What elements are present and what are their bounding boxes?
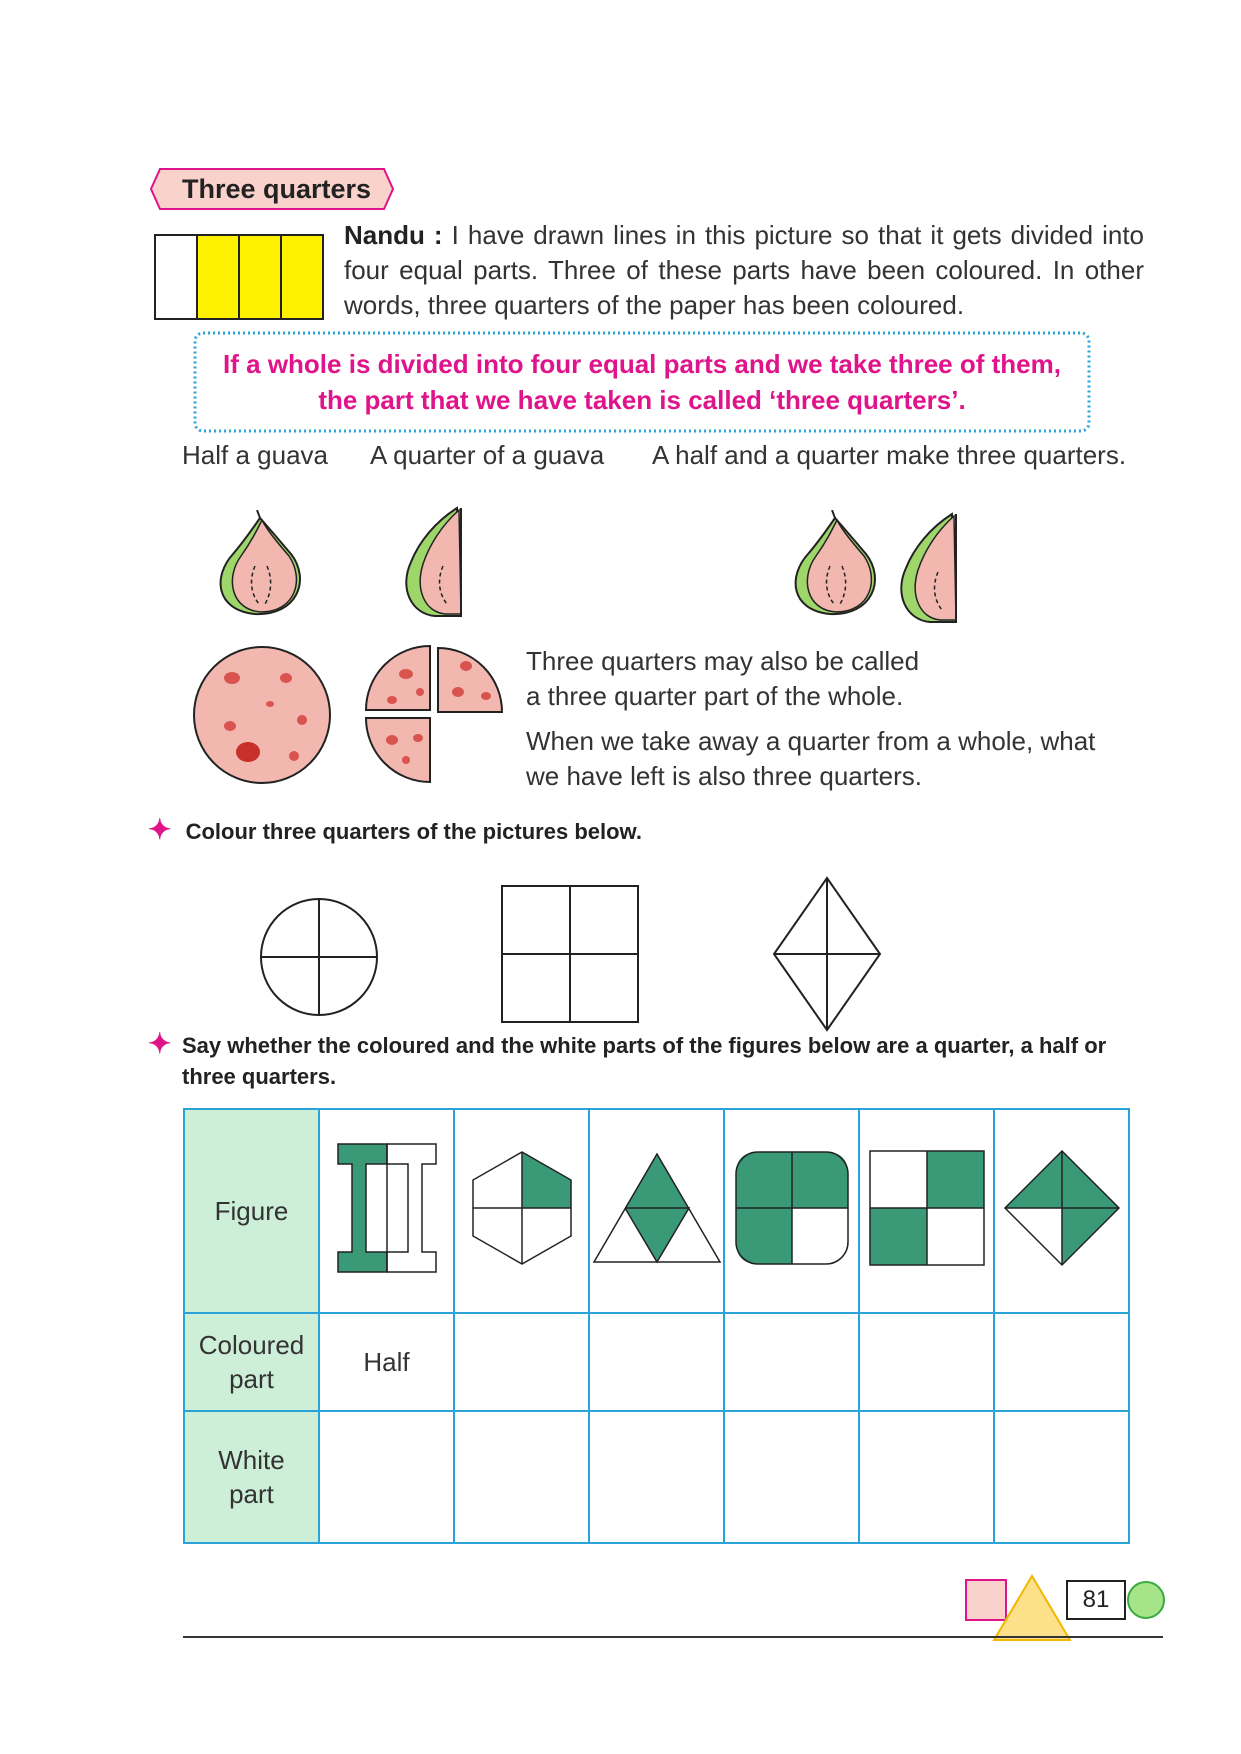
figure-cell-3 [589,1109,724,1313]
answer-cell-coloured-3[interactable] [589,1313,724,1411]
definition-line-2: the part that we have taken is called ‘three quarters’. [318,385,966,415]
answer-cell-coloured-5[interactable] [859,1313,994,1411]
exercise-1-instruction [148,814,642,847]
row-head-coloured-line-2: part [229,1364,274,1394]
answer-cell-coloured-2[interactable] [454,1313,589,1411]
exercise-2-text: Say whether the coloured and the white parts of the figures below are a quarter, a half or three quarters. [182,1033,1107,1089]
definition-box [192,330,1092,434]
hexagon-shape [467,1148,577,1268]
note-line-1: Three quarters may also be called [526,646,920,676]
half-guava-combo-icon [780,510,890,620]
caption-quarter-guava: A quarter of a guava [370,440,605,470]
quarters-bar-figure [154,234,326,320]
notes-block [526,644,1146,794]
intro-text: I have drawn lines in this picture so that it gets divided into four equal parts. Three of these parts have been coloured. In other words, three quarters of the paper has been coloured. [344,220,1145,320]
answer-cell-coloured-6[interactable] [994,1313,1129,1411]
caption-half-guava: Half a guava [182,440,328,470]
section-title: Three quarters [182,174,372,204]
star-bullet-icon: ✦ [148,1028,172,1059]
answer-cell-white-1[interactable] [319,1411,454,1543]
figure-cell-4 [724,1109,859,1313]
rhombus-shape [1003,1149,1121,1267]
triangle-shape [592,1150,722,1266]
answer-cell-white-3[interactable] [589,1411,724,1543]
table-row-coloured [184,1313,1129,1411]
definition-line-1: If a whole is divided into four equal parts and we take three of them, [223,349,1061,379]
note-line-4: we have left is also three quarters. [526,761,922,791]
row-head-coloured [184,1313,319,1411]
i-beam-shape [332,1138,442,1278]
row-head-coloured-line-1: Coloured [198,1330,305,1360]
note-line-2: a three quarter part of the whole. [526,681,904,711]
row-head-white-line-2: part [229,1479,274,1509]
half-guava-icon [205,510,315,620]
star-bullet-icon: ✦ [148,814,172,845]
exercise-1-text: Colour three quarters of the pictures below. [185,819,642,844]
square-quarters-shape[interactable] [500,884,640,1024]
rounded-square-shape [734,1150,850,1266]
answer-cell-white-6[interactable] [994,1411,1129,1543]
fractions-table [183,1108,1130,1544]
table-row-white [184,1411,1129,1543]
diamond-quarters-shape[interactable] [772,876,882,1032]
figure-cell-6 [994,1109,1129,1313]
whole-cookie-icon [190,644,334,786]
exercise-2-instruction [148,1030,1138,1092]
note-line-3: When we take away a quarter from a whole, what [526,726,1096,756]
figure-cell-1 [319,1109,454,1313]
quarter-guava-icon [395,502,475,622]
answer-cell-coloured-4[interactable] [724,1313,859,1411]
answer-cell-white-4[interactable] [724,1411,859,1543]
quarter-guava-combo-icon [890,508,970,626]
row-head-white [184,1411,319,1543]
three-quarter-cookie-icon [362,644,512,784]
figure-cell-5 [859,1109,994,1313]
footer-rule [183,1636,1163,1638]
table-row-figure [184,1109,1129,1313]
figure-cell-2 [454,1109,589,1313]
answer-cell-white-5[interactable] [859,1411,994,1543]
intro-paragraph [344,218,1144,323]
row-head-figure: Figure [184,1109,319,1313]
page-number: 81 [1066,1580,1126,1620]
speaker-name: Nandu : [344,220,443,250]
row-head-white-line-1: White [218,1445,285,1475]
circle-quarters-shape[interactable] [258,896,380,1018]
caption-half-and-quarter: A half and a quarter make three quarters. [652,440,1127,470]
section-title-tag [150,168,394,210]
answer-cell-white-2[interactable] [454,1411,589,1543]
checkered-square-shape [868,1149,986,1267]
answer-cell-coloured-1[interactable]: Half [319,1313,454,1411]
